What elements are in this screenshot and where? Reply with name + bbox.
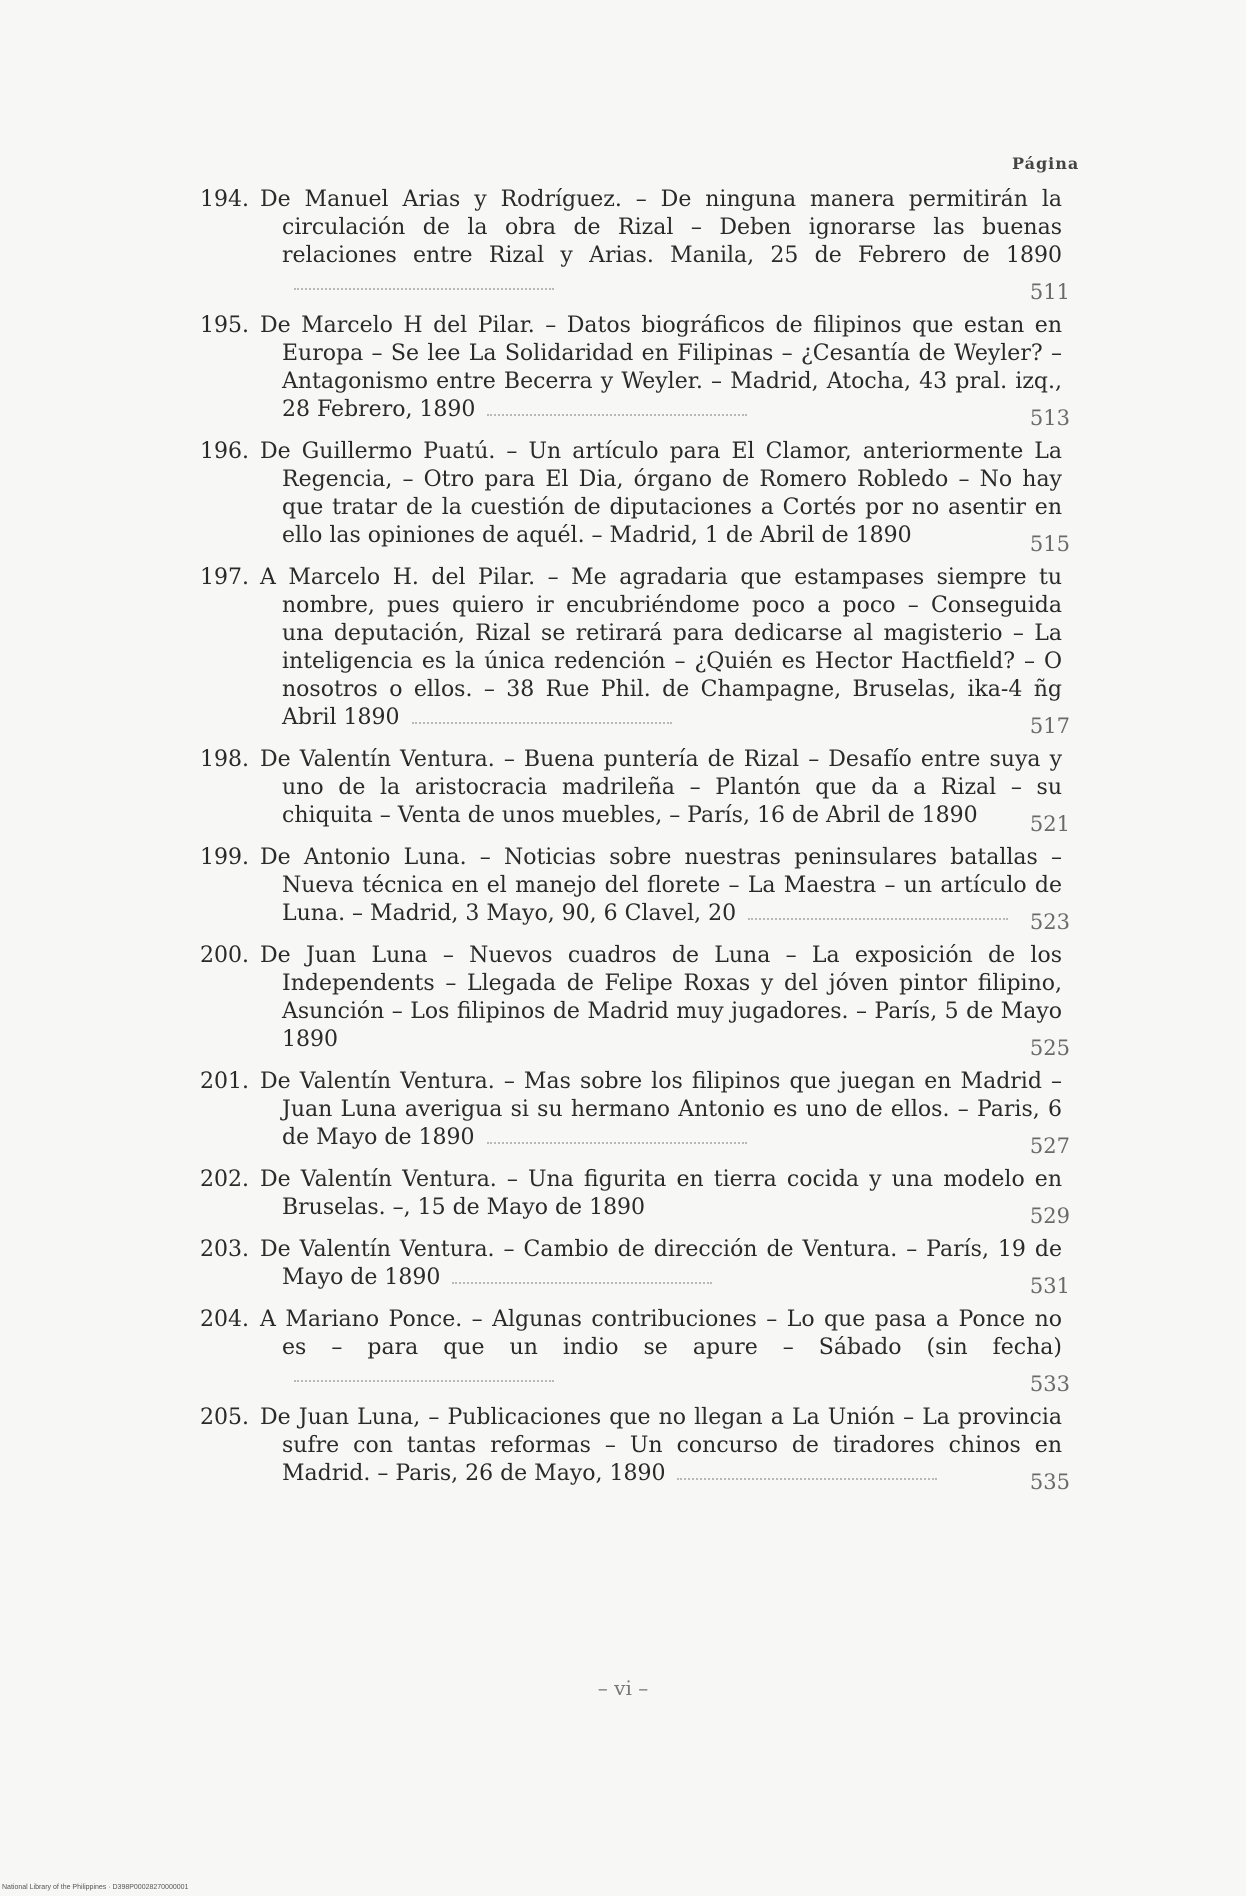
toc-entry (200, 186, 1200, 304)
entry-number: 205. (200, 1405, 249, 1430)
toc-entry (200, 844, 1200, 934)
entry-description: De Guillermo Puatú. – Un artículo para El Clamor, anteriormente La Regencia, – Otro para El Dia, órgano de Romero Robledo – No hay que tratar de la cuestión de diputaciones a Cortés por no asentir en ello las opiniones de aquél. – Madrid, 1 de Abril de 1890 (260, 439, 1062, 548)
entry-text-block (200, 186, 1062, 298)
entry-text-block (200, 1236, 1062, 1292)
toc-entry (200, 746, 1200, 836)
toc-entry (200, 438, 1200, 556)
dot-leader (487, 1134, 747, 1144)
entry-description: De Valentín Ventura. – Cambio de dirección de Ventura. – París, 19 de Mayo de 1890 (260, 1237, 1062, 1290)
entry-text-block (200, 1306, 1062, 1390)
entry-description: De Valentín Ventura. – Una figurita en tierra cocida y una modelo en Bruselas. –, 15 de Mayo de 1890 (260, 1167, 1062, 1220)
entry-number: 197. (200, 565, 249, 590)
scan-source-note: National Library of the Philippines · D398P00028270000001 (2, 1884, 189, 1891)
entry-text-block (200, 1166, 1062, 1222)
entry-page-number: 513 (1029, 406, 1070, 430)
entry-number: 199. (200, 845, 249, 870)
entry-page-number: 521 (1029, 812, 1070, 836)
entry-number: 196. (200, 439, 249, 464)
dot-leader (294, 1372, 554, 1382)
page-column-header: Página (1012, 154, 1080, 173)
toc-entry (200, 1166, 1200, 1228)
entry-page-number: 523 (1029, 910, 1070, 934)
entry-text-block (200, 844, 1062, 928)
entry-description: De Juan Luna, – Publicaciones que no llegan a La Unión – La provincia sufre con tantas reformas – Un concurso de tiradores chinos en Madrid. – Paris, 26 de Mayo, 1890 (260, 1405, 1062, 1486)
dot-leader (748, 910, 1008, 920)
entry-number: 202. (200, 1167, 249, 1192)
entry-text-block (200, 746, 1062, 830)
entry-page-number: 535 (1029, 1470, 1070, 1494)
entry-page-number: 531 (1029, 1274, 1070, 1298)
entry-description: De Juan Luna – Nuevos cuadros de Luna – La exposición de los Independents – Llegada de Felipe Roxas y del jóven pintor filipino, Asunción – Los filipinos de Madrid muy jugadores. – París, 5 de Mayo 1890 (260, 943, 1062, 1052)
entry-page-number: 515 (1029, 532, 1070, 556)
toc-entry (200, 312, 1200, 430)
entry-number: 201. (200, 1069, 249, 1094)
dot-leader (412, 714, 672, 724)
entry-number: 200. (200, 943, 249, 968)
entry-number: 195. (200, 313, 249, 338)
toc-entry (200, 564, 1200, 738)
entry-text-block (200, 1404, 1062, 1488)
entry-page-number: 527 (1029, 1134, 1070, 1158)
entry-description: A Marcelo H. del Pilar. – Me agradaria que estampases siempre tu nombre, pues quiero ir encubriéndome poco a poco – Conseguida una deputación, Rizal se retirará para dedicarse al magisterio – La inteligencia es la única redención – ¿Quién es Hector Hactfield? – O nosotros o ellos. – 38 Rue Phil. de Champagne, Bruselas, ika-4 ñg Abril 1890 (260, 565, 1062, 730)
entry-description: A Mariano Ponce. – Algunas contribuciones – Lo que pasa a Ponce no es – para que un indio se apure – Sábado (sin fecha) (260, 1307, 1062, 1360)
dot-leader (294, 280, 554, 290)
entry-number: 198. (200, 747, 249, 772)
toc-entry (200, 1236, 1200, 1298)
entry-description: De Marcelo H del Pilar. – Datos biográficos de filipinos que estan en Europa – Se lee La Solidaridad en Filipinas – ¿Cesantía de Weyler? – Antagonismo entre Becerra y Weyler. – Madrid, Atocha, 43 pral. izq., 28 Febrero, 1890 (260, 313, 1062, 422)
entry-page-number: 529 (1029, 1204, 1070, 1228)
entry-text-block (200, 438, 1062, 550)
entry-text-block (200, 564, 1062, 732)
entry-text-block (200, 312, 1062, 424)
entry-text-block (200, 942, 1062, 1054)
entry-number: 204. (200, 1307, 249, 1332)
entry-number: 203. (200, 1237, 249, 1262)
toc-entry (200, 942, 1200, 1060)
entry-number: 194. (200, 187, 249, 212)
dot-leader (677, 1470, 937, 1480)
table-of-contents (200, 186, 1200, 1502)
entry-page-number: 533 (1029, 1372, 1070, 1396)
entry-description: De Manuel Arias y Rodríguez. – De ninguna manera permitirán la circulación de la obra de Rizal – Deben ignorarse las buenas relaciones entre Rizal y Arias. Manila, 25 de Febrero de 1890 (260, 187, 1062, 268)
entry-page-number: 525 (1029, 1036, 1070, 1060)
toc-entry (200, 1068, 1200, 1158)
toc-entry (200, 1404, 1200, 1494)
entry-page-number: 511 (1029, 280, 1070, 304)
dot-leader (452, 1274, 712, 1284)
entry-page-number: 517 (1029, 714, 1070, 738)
roman-page-number: – vi – (597, 1676, 649, 1700)
entry-text-block (200, 1068, 1062, 1152)
dot-leader (487, 406, 747, 416)
entry-description: De Valentín Ventura. – Buena puntería de Rizal – Desafío entre suya y uno de la aristocracia madrileña – Plantón que da a Rizal – su chiquita – Venta de unos muebles, – París, 16 de Abril de 1890 (260, 747, 1062, 828)
entry-description: De Antonio Luna. – Noticias sobre nuestras peninsulares batallas – Nueva técnica en el manejo del florete – La Maestra – un artículo de Luna. – Madrid, 3 Mayo, 90, 6 Clavel, 20 (260, 845, 1062, 926)
entry-description: De Valentín Ventura. – Mas sobre los filipinos que juegan en Madrid – Juan Luna averigua si su hermano Antonio es uno de ellos. – Paris, 6 de Mayo de 1890 (260, 1069, 1062, 1150)
toc-entry (200, 1306, 1200, 1396)
